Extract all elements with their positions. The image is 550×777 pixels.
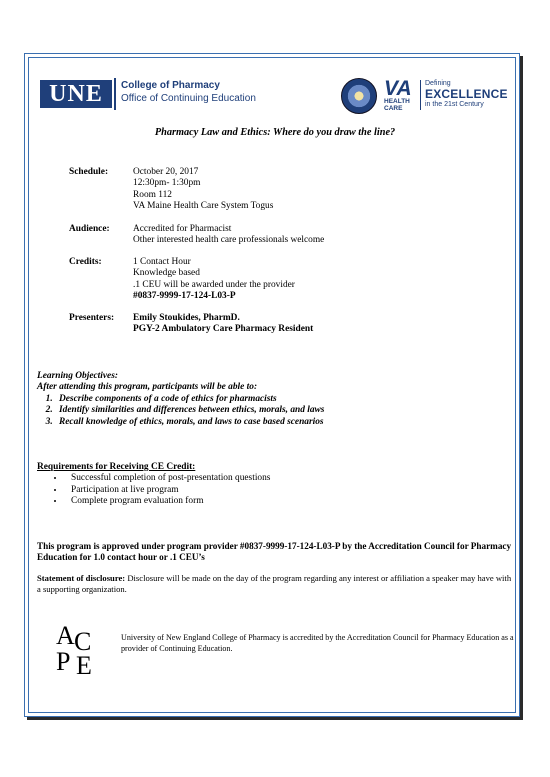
- va-divider: [420, 80, 421, 110]
- schedule-room: Room 112: [133, 189, 172, 200]
- credits-label: Credits:: [69, 257, 102, 267]
- objectives-list: [37, 394, 324, 428]
- college-line-2: Office of Continuing Education: [121, 93, 256, 104]
- acpe-letter-e: E: [76, 651, 92, 680]
- learning-objectives: [37, 371, 324, 428]
- audience-values: [133, 224, 324, 247]
- ce-requirements: [37, 462, 270, 508]
- college-name: [121, 79, 256, 105]
- requirement-item: • Successful completion of post-presentation questions: [65, 473, 270, 484]
- accreditation-text: University of New England College of Pharmacy is accredited by the Accreditation Council for Pharmacy Education as a provider of Continuing Education.: [121, 633, 514, 653]
- acpe-logo: [54, 623, 110, 679]
- century-text: in the 21st Century: [425, 101, 484, 108]
- credits-line-1: 1 Contact Hour: [133, 257, 191, 267]
- va-logo-care: CARE: [384, 105, 403, 112]
- acpe-letter-c: C: [74, 627, 92, 656]
- requirements-list: [37, 473, 270, 507]
- approval-statement: This program is approved under program provider #0837-9999-17-124-L03-P by the Accreditation Council for Pharmacy Education for 1.0 contact hour or .1 CEU’s: [37, 541, 512, 563]
- credits-line-3: .1 CEU will be awarded under the provider: [133, 279, 295, 290]
- presenter-name: Emily Stoukides, PharmD.: [133, 313, 240, 323]
- defining-text: Defining: [425, 80, 451, 87]
- schedule-location: VA Maine Health Care System Togus: [133, 201, 274, 212]
- va-seal-icon: [341, 78, 377, 114]
- disclosure-statement: [37, 573, 513, 596]
- va-logo-big: VA: [384, 77, 412, 100]
- va-logo-health: HEALTH: [384, 98, 410, 105]
- presenter-title: PGY-2 Ambulatory Care Pharmacy Resident: [133, 324, 314, 335]
- objective-item: 2. Identify similarities and differences between ethics, morals, and laws: [55, 405, 324, 416]
- presenters-label: Presenters:: [69, 313, 115, 323]
- schedule-time: 12:30pm- 1:30pm: [133, 178, 201, 189]
- audience-label: Audience:: [69, 224, 110, 234]
- provider-number: #0837-9999-17-124-L03-P: [133, 291, 236, 302]
- logo-divider: [114, 78, 116, 110]
- objective-item: 3. Recall knowledge of ethics, morals, and laws to case based scenarios: [55, 417, 324, 428]
- credits-values: [133, 257, 295, 303]
- college-line-1: College of Pharmacy: [121, 80, 220, 91]
- schedule-values: [133, 167, 273, 213]
- requirement-item: • Complete program evaluation form: [65, 496, 270, 507]
- une-logo: UNE: [40, 80, 112, 108]
- defining-excellence-logo: [425, 79, 508, 109]
- objectives-heading: Learning Objectives:: [37, 371, 118, 381]
- va-logo: [384, 79, 418, 112]
- disclosure-label: Statement of disclosure:: [37, 573, 126, 583]
- requirements-heading: Requirements for Receiving CE Credit:: [37, 462, 196, 472]
- acpe-letter-a: A: [56, 621, 75, 650]
- page-title: Pharmacy Law and Ethics: Where do you draw the line?: [154, 127, 396, 138]
- disclosure-text: Disclosure will be made on the day of the program regarding any interest or affiliation a speaker may have with a supporting organization.: [37, 573, 512, 595]
- presenters-values: [133, 313, 313, 336]
- excellence-text: EXCELLENCE: [425, 87, 508, 101]
- requirement-item: • Participation at live program: [65, 485, 270, 496]
- credits-line-2: Knowledge based: [133, 268, 200, 279]
- schedule-label: Schedule:: [69, 167, 109, 177]
- objective-item: 1. Describe components of a code of ethics for pharmacists: [55, 394, 324, 405]
- audience-line-1: Accredited for Pharmacist: [133, 224, 232, 234]
- schedule-date: October 20, 2017: [133, 167, 199, 177]
- acpe-letter-p: P: [56, 647, 71, 676]
- audience-line-2: Other interested health care professionals welcome: [133, 235, 325, 246]
- objectives-intro: After attending this program, participants will be able to:: [37, 382, 258, 393]
